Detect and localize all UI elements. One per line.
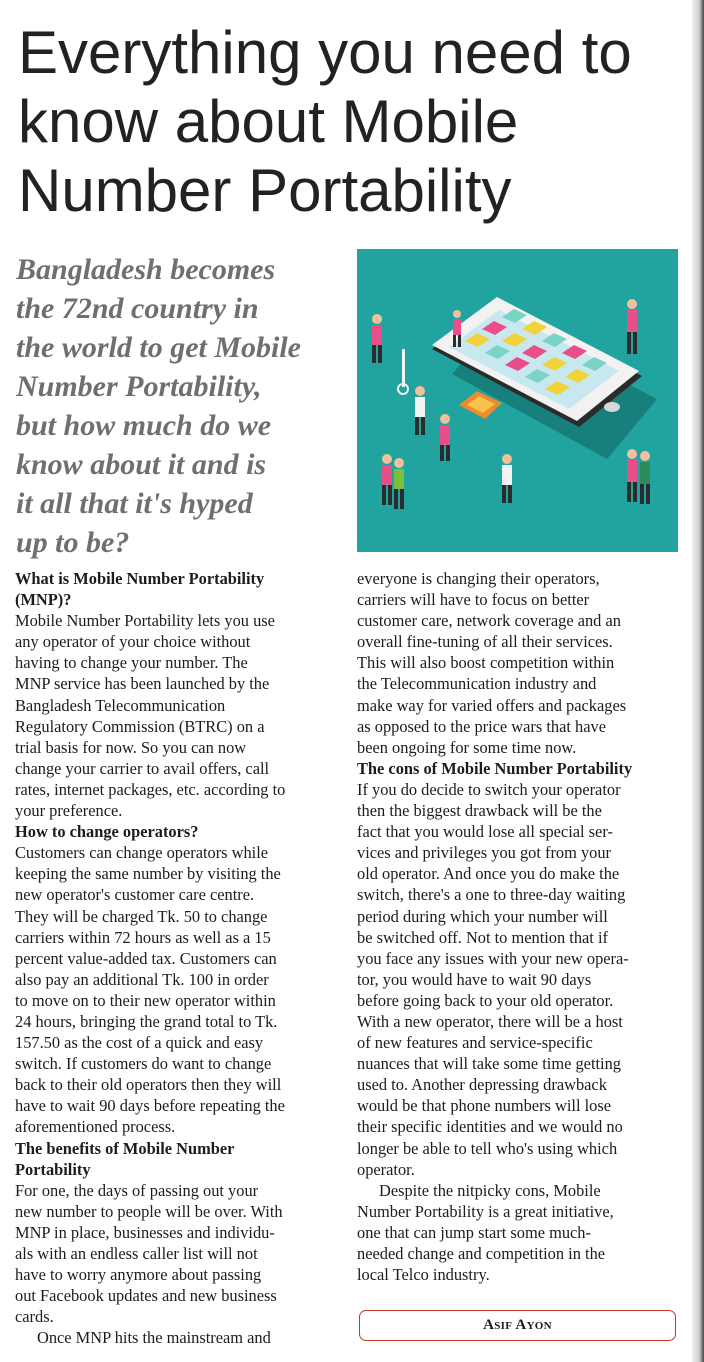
text-line: MNP service has been launched by the: [15, 674, 270, 694]
body-paragraph: [357, 568, 681, 758]
text-line: the world to get Mobile: [16, 331, 301, 364]
body-paragraph: [15, 610, 339, 821]
text-line: having to change your number. The: [15, 653, 248, 673]
headline: [18, 18, 694, 225]
text-line: needed change and competition in the: [357, 1244, 606, 1263]
text-line: percent value-added tax. Customers can: [15, 948, 277, 968]
body-paragraph: [15, 1327, 339, 1348]
body-column-left: [15, 568, 339, 1348]
text-line: overall fine-tuning of all their services.: [357, 632, 613, 652]
text-line: Bangladesh becomes: [16, 253, 276, 286]
text-line: the 72nd country in: [16, 292, 259, 325]
text-line: have to worry anymore about passing: [15, 1265, 262, 1285]
text-line: period during which your number will: [357, 906, 608, 926]
text-line: keeping the same number by visiting the: [15, 864, 281, 884]
text-line: know about Mobile: [18, 88, 519, 155]
text-line: They will be charged Tk. 50 to change: [15, 906, 268, 926]
text-line: What is Mobile Number Portability: [15, 569, 265, 588]
text-line: back to their old operators then they will: [15, 1075, 282, 1095]
text-line: This will also boost competition within: [357, 653, 615, 673]
section-heading: [15, 1138, 339, 1180]
text-line: Despite the nitpicky cons, Mobile: [379, 1180, 601, 1200]
text-line: as opposed to the price wars that have: [357, 716, 606, 736]
body-paragraph: [15, 842, 339, 1137]
text-line: trial basis for now. So you can now: [15, 737, 247, 757]
text-line: any operator of your choice without: [15, 632, 251, 652]
text-line: the Telecommunication industry and: [357, 674, 597, 694]
text-line: 157.50 as the cost of a quick and easy: [15, 1033, 264, 1053]
text-line: For one, the days of passing out your: [15, 1180, 259, 1200]
text-line: your preference.: [15, 801, 123, 821]
text-line: be switched off. Not to mention that if: [357, 927, 608, 947]
section-heading: [15, 821, 339, 842]
page-edge: [692, 0, 704, 1362]
text-line: cards.: [15, 1307, 54, 1327]
body-paragraph: [15, 1180, 339, 1328]
text-line: also pay an additional Tk. 100 in order: [15, 969, 269, 989]
text-line: new operator's customer care centre.: [15, 885, 255, 905]
text-line: Customers can change operators while: [15, 843, 269, 863]
text-line: With a new operator, there will be a host: [357, 1011, 623, 1031]
text-line: Regulatory Commission (BTRC) on a: [15, 716, 265, 736]
text-line: up to be?: [16, 526, 130, 559]
text-line: you face any issues with your new opera-: [357, 948, 629, 968]
text-line: How to change operators?: [15, 822, 199, 842]
standfirst: [16, 250, 346, 562]
body-paragraph: [357, 1180, 681, 1285]
text-line: Once MNP hits the mainstream and: [37, 1328, 271, 1348]
text-line: MNP in place, businesses and individu-: [15, 1222, 275, 1242]
text-line: If you do decide to switch your operator: [357, 779, 621, 799]
text-line: Number Portability,: [16, 370, 262, 403]
text-line: rates, internet packages, etc. according to: [15, 779, 286, 799]
text-line: then the biggest drawback will be the: [357, 801, 602, 821]
text-line: new number to people will be over. With: [15, 1201, 283, 1221]
text-line: Portability: [15, 1159, 91, 1179]
text-line: operator.: [357, 1159, 415, 1179]
text-line: it all that it's hyped: [16, 487, 253, 520]
text-line: longer be able to tell who's using which: [357, 1138, 618, 1158]
text-line: tor, you would have to wait 90 days: [357, 969, 592, 989]
text-line: would be that phone numbers will lose: [357, 1096, 612, 1116]
text-line: but how much do we: [16, 409, 272, 442]
text-line: one that can jump start some much-: [357, 1222, 591, 1242]
text-line: know about it and is: [16, 448, 267, 481]
text-line: Everything you need to: [18, 19, 632, 86]
section-heading: [15, 568, 339, 610]
text-line: their specific identities and we would no: [357, 1117, 623, 1137]
text-line: change your carrier to avail offers, call: [15, 758, 270, 778]
text-line: carriers within 72 hours as well as a 15: [15, 927, 271, 947]
text-line: have to wait 90 days before repeating the: [15, 1096, 285, 1116]
author-byline: Asif Ayon: [359, 1310, 676, 1341]
text-line: been ongoing for some time now.: [357, 737, 577, 757]
text-line: The benefits of Mobile Number: [15, 1138, 235, 1158]
text-line: out Facebook updates and new business: [15, 1286, 277, 1306]
text-line: switch. If customers do want to change: [15, 1054, 272, 1074]
body-paragraph: [357, 779, 681, 1180]
text-line: to move on to their new operator within: [15, 990, 276, 1010]
text-line: Number Portability: [18, 157, 512, 224]
text-line: als with an endless caller list will not: [15, 1244, 258, 1263]
text-line: make way for varied offers and packages: [357, 695, 627, 715]
body-column-right: [357, 568, 681, 1285]
text-line: carriers will have to focus on better: [357, 590, 590, 610]
text-line: Number Portability is a great initiative,: [357, 1201, 614, 1221]
text-line: everyone is changing their operators,: [357, 569, 600, 588]
text-line: Bangladesh Telecommunication: [15, 695, 226, 715]
text-line: The cons of Mobile Number Portability: [357, 758, 633, 778]
text-line: vices and privileges you got from your: [357, 843, 611, 863]
text-line: of new features and service-specific: [357, 1033, 593, 1053]
text-line: 24 hours, bringing the grand total to Tk.: [15, 1011, 278, 1031]
text-line: local Telco industry.: [357, 1265, 490, 1285]
text-line: nuances that will take some time getting: [357, 1054, 622, 1074]
section-heading: [357, 758, 681, 779]
text-line: fact that you would lose all special ser-: [357, 822, 613, 842]
text-line: Mobile Number Portability lets you use: [15, 611, 275, 631]
text-line: switch, there's a one to three-day waiting: [357, 885, 626, 905]
text-line: customer care, network coverage and an: [357, 611, 621, 631]
text-line: used to. Another depressing drawback: [357, 1075, 607, 1095]
text-line: before going back to your old operator.: [357, 990, 614, 1010]
text-line: aforementioned process.: [15, 1117, 176, 1137]
smartphone-app-grid-illustration: [357, 249, 678, 552]
article-illustration: [357, 249, 678, 552]
text-line: (MNP)?: [15, 590, 72, 610]
text-line: old operator. And once you do make the: [357, 864, 620, 884]
